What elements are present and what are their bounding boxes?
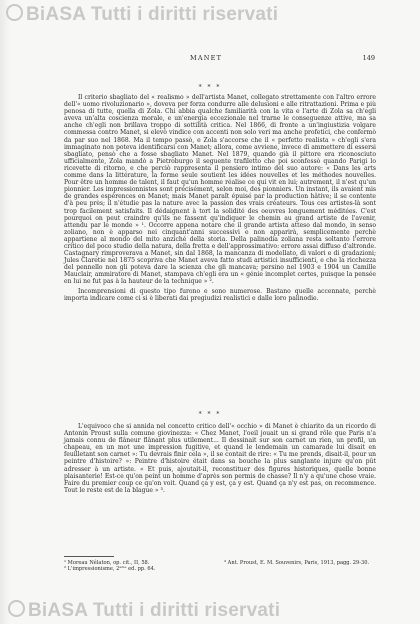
footnote: ³ Ant. Proust, E. M. Souvenirs, Paris, 1913, pagg. 29-30. bbox=[224, 560, 370, 566]
watermark-text: BiASA Tutti i diritti riservati bbox=[28, 600, 281, 621]
paragraph: L'equivoco che si annida nel concetto critico dell'« occhio » di Manet è chiarito da un ricordo di Antonin Proust sulla comune giovinezza: « Chez Manet, l'oeil jouait un si grand rôle que Paris n'a jamais connu de flâneur flânant plus utilement... Il dessinait sur son carnet un rien, un profil, un chapeau, en un mot une impression fugitive, et quand le lendemain un camarade lui disait en feuilletant son carnet »: Tu devrais finir cela », il se contait de rire: « Tu me prends, disait-il, pour un peintre d'histoire? »: Peintre d'histoire était dans sa bouche la plus sanglante injure qu'on pût adresser à un artiste. « Et puis, ajoutait-il, reconstituer des figures historiques, quelle bonne plaisanterie! Est-ce qu'on peint un homme d'après son permis de chasse? Il n'y a qu'une chose vraie. Faire du premier coup ce qu'on voit. Quand ça y est, ça y est. Quand ça n'y est pas, on recommence. Tout le reste est de la blague » ³. bbox=[64, 423, 376, 494]
paragraph: Il criterio sbagliato del « realismo » dell'artista Manet, collegato strettamente con l'altro errore dell'« uomo rivoluzionario », doveva per forza condurre alle delusioni e alle ritrattazioni. Prima e più penosa di tutte, quella di Zola. Chi abbia qualche familiarità con la vita e l'arte di Zola sa ch'egli aveva un'alta coscienza morale, e un'energia eccezionale nel trarne le conseguenze attive, ma sa anche ch'egli non brillava troppo di sottilità critica. Nel 1866, di fronte a un'ingiustizia volgare commessa contro Manet, si elevò vindice con accenti non solo veri ma anche profetici, che confermò da par suo nel 1868. Ma il tempo passò, e Zola s'accorse che il « perfetto realista » ch'egli s'era immaginato non poteva identificarsi con Manet; allora, come avviene, invece di ammettere di essersi sbagliato, pensò che a fosse sbagliato Manet. Nel 1879, quando già il pittore era riconosciuto ufficialmente, Zola mandò a Pietroburgo il seguente trafiletto che poi sconfessò quando Parigi lo ricevette di ritorno, e che perciò rappresenta il pensiero intimo del suo autore: « Dans les arts comme dans la littérature, la forme seule soutient les idées nouvelles et les méthodes nouvelles. Pour être un homme de talent, il faut qu'un homme réalise ce qui vit en lui; autrement, il n'est qu'un pionnier. Les impressionnistes sont précisément, selon moi, des pionniers. Un instant, ils avaient mis de grandes espérences en Manet; mais Manet paraît épuisé par la production hâtive; il se contente d'à peu près; il n'étudie pas la nature avec la passion des vrais créateurs. Tous ces artistes-là sont trop facilement satisfaits. Il dédaignent à tort la solidité des oeuvres longuement méditées. C'est pourquoi on peut craindre qu'ils ne fassent qu'indiquer le chemin au grand artiste de l'avenir, attendu par le monde » ¹. Occorre appena notare che il grande artista atteso dal mondo, in senso zoliano, non è apparso nei cinquant'anni successivi e non apparirà, semplicemente perchè appartiene al mondo del mito anziché della storia. Della palinodia zoliana resta soltanto l'errore critico del poco studio della natura, della fretta e dell'approssimativo: errore assai diffuso d'altronde. Castagnary rimproverava a Manet, sin dal 1868, la mancanza di modellato, di valori e di gradazioni; Jules Claretie nel 1875 scopriva che Manet aveva fatto studi artistici insufficienti, e che la ricchezza del pennello non gli poteva dare la scienza che gli mancava; persino nel 1903 e 1904 un Camille Mauclair, ammiratore di Manet, stampava ch'egli era un « génie incomplet certes, puisque la pensée en lui ne fut pas à la hauteur de la technique » ². bbox=[64, 94, 376, 286]
section-2-text bbox=[64, 423, 376, 494]
paragraph: Incomprensioni di questo tipo furono e sono numerose. Bastano quelle accennate, perchè importa indicare come ci si è liberati dai pregiudizi realistici e dalle loro palinodie. bbox=[64, 287, 376, 302]
page-number: 149 bbox=[362, 54, 375, 62]
footnotes-right bbox=[224, 560, 374, 566]
watermark-text: BiASA Tutti i diritti riservati bbox=[26, 4, 279, 25]
section-1-text bbox=[64, 94, 376, 302]
footnotes-left bbox=[64, 560, 214, 573]
watermark-top bbox=[6, 4, 278, 26]
section-separator-2: * * * bbox=[198, 411, 222, 418]
running-header bbox=[70, 54, 375, 66]
watermark-logo-icon bbox=[6, 4, 23, 21]
watermark-bottom bbox=[8, 600, 280, 622]
page-gutter-shadow bbox=[0, 0, 10, 624]
running-title: MANET bbox=[190, 54, 223, 62]
footnote: ¹ Moreau Nélaton, op. cit., II, 58. bbox=[64, 560, 150, 566]
footnote-rule bbox=[64, 556, 114, 557]
footnote: ² L'impressionisme, 2ᵉᵐᵉ ed. pp. 64. bbox=[64, 566, 156, 573]
watermark-logo-icon bbox=[8, 600, 25, 617]
section-separator-1: * * * bbox=[198, 84, 222, 91]
